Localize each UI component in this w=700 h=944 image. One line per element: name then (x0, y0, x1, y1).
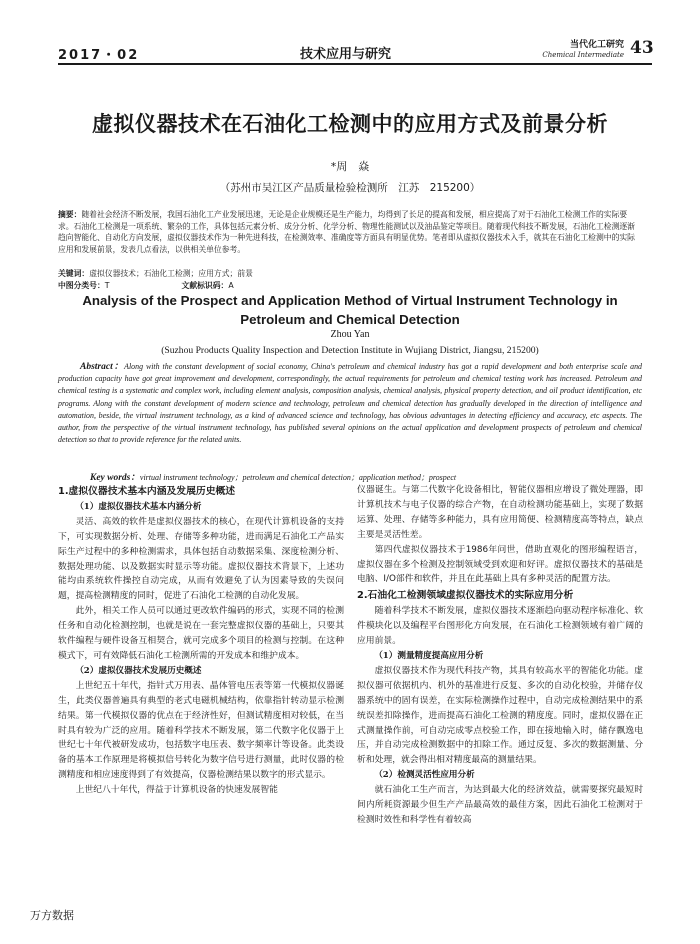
author-cn: *周 焱 (330, 160, 370, 173)
keywords-cn (58, 268, 642, 280)
clc-value: T (104, 281, 110, 290)
journal-brand (538, 40, 624, 60)
doc-code-value: A (228, 281, 234, 290)
paragraph: 上世纪五十年代，指针式万用表、晶体管电压表等第一代模拟仪器诞生，此类仪器普遍具有典型的老式电磁机械结构，依靠指针转动显示检测结果。第一代模拟仪器的优点在于经济性好，但测试精度相对较低，在当时具有较为广泛的应用。随着科学技术不断发展，第二代数字化仪器于上世纪七十年代被研发成功，包括数字电压表、数字频率计等设备。此类设备的基本工作原理是将模拟信号转化为数字信号进行测量，此时仪器的检测精度和相应速度得到了有效提高，仪器检测结果以数字的形式显示。 (58, 680, 344, 781)
section-title: 技术应用与研究 (300, 47, 392, 62)
affiliation-en: (Suzhou Products Quality Inspection and Detection Institute in Wujiang District, Jiangsu, 215200) (161, 345, 539, 356)
keywords-en-text: virtual instrument technology；petroleum and chemical detection；application method；prospect (139, 473, 457, 482)
article-title-en: Analysis of the Prospect and Application Method of Virtual Instrument Technology in Petroleum and Chemical Detection (82, 293, 618, 327)
journal-name-en: Chemical Intermediate (542, 51, 624, 59)
affiliation-cn: （苏州市吴江区产品质量检验检测所 江苏 215200） (219, 182, 481, 194)
body-column-left (58, 483, 344, 798)
keywords-cn-label: 关键词： (58, 269, 90, 278)
page-number: 43 (630, 38, 654, 58)
article-meta (58, 268, 642, 292)
paragraph: 就石油化工生产而言，为达到最大化的经济效益，就需要探究最短时间内所耗资源最少但生产产品最高效的最佳方案，因此石油化工检测对于检测时效性和科学性有着较高 (357, 785, 643, 825)
paragraph: 第四代虚拟仪器技术于1986年问世，借助直观化的图形编程语言，虚拟仪器在多个检测及控制领域受到欢迎和好评。虚拟仪器技术的基础是电脑、I/O部件和软件，并且在此基础上具有多种灵活的配置方法。 (357, 544, 643, 585)
doc-code-label: 文献标识码： (181, 281, 229, 290)
keywords-en (90, 469, 642, 483)
footer-watermark: 万方数据 (30, 909, 74, 922)
paragraph: 虚拟仪器技术作为现代科技产物，其具有较高水平的智能化功能。虚拟仪器可依据机内、机外的基准进行反复、多次的自动化校验，并储存仪器系统中的固有误差，在实际检测操作过程中，自动完成检测结果中的系统误差扣除操作，进而提高石油化工检测的精度度。同时，虚拟仪器在正式测量操作前，可自动完成零点校验工作，即在接地输入时，储存飘逸电压，并自动完成检测数据中的扣除工作。通过反复、多次的数据测量、分析和处理，就会得出相对精度最高的测量结果。 (357, 665, 643, 766)
issue-label: 2017・02 (58, 48, 140, 63)
subsection-heading-1-2: （2）虚拟仪器技术发展历史概述 (75, 665, 202, 676)
author-en: Zhou Yan (330, 329, 370, 340)
journal-name-cn: 当代化工研究 (569, 40, 624, 50)
clc-label: 中图分类号： (58, 281, 105, 290)
section-heading-1: 1.虚拟仪器技术基本内涵及发展历史概述 (58, 486, 236, 497)
header-divider (58, 63, 652, 65)
keywords-en-label: Key words： (90, 473, 140, 483)
body-column-right (357, 483, 643, 828)
paragraph: 仪器诞生。与第二代数字化设备相比，智能仪器相应增设了微处理器，即计算机技术与电子仪器的综合产物，在自动检测功能基础上，实现了数据运算、处理、存储等多种能力，具有应用简便、检测精度高等特点，缺点主要是灵活性差。 (357, 485, 643, 540)
abstract-en-label: Abstract： (80, 362, 125, 372)
abstract-cn-label: 摘要： (58, 210, 82, 219)
subsection-heading-1-1: （1）虚拟仪器技术基本内涵分析 (75, 501, 202, 512)
subsection-heading-2-1: （1）测量精度提高应用分析 (374, 650, 484, 661)
paragraph: 此外，相关工作人员可以通过更改软件编码的形式，实现不同的检测任务和自动化检测控制，也就是说在一套完整虚拟仪器的基础上，只要其软件编程与硬件设备互相契合，就可完成多个项目的检测与控制。在这种模式下，可有效降低石油化工检测所需的开发成本和维护成本。 (58, 606, 344, 661)
keywords-cn-text: 虚拟仪器技术；石油化工检测；应用方式；前景 (89, 269, 253, 278)
abstract-en-text: Along with the constant development of social economy, China's petroleum and chemical industry has got a rapid development and both enterprise scale and production capacity have got great improvement and development, correspondingly, the actual requirements for petroleum and chemical testing work has increased. Petroleum and chemical testing is a systematic and complex work, including element analysis, composition analysis, chemical analysis, physical property detection, and oil product identification, etc programs. Along with the constant development of modern science and technology, petroleum and chemical detection has gradually developed in the direction of intelligence and automation, beside, the virtual instrument technology, as a kind of advanced science and technology, has obvious advantages in detecting efficiency and accuracy, etc aspects. The author, from the perspective of the virtual instrument technology, has published several opinions on the actual application and development prospects of petroleum and chemical detection so that to provide reference for the related units. (58, 362, 642, 445)
abstract-cn-text: 随着社会经济不断发展，我国石油化工产业发展迅速，无论是企业规模还是生产能力，均得到了长足的提高和发展，相应提高了对于石油化工检测工作的实际要求。石油化工检测是一项系统、繁杂的工作，具体包括元素分析、成分分析、化学分析、物理性能测试以及油品鉴定等项目。随着现代科技不断发展，石油化工检测逐渐趋向智能化、自动化方向发展，虚拟仪器技术作为一种先进科技，在检测效率、准确度等方面具有明显优势。笔者即从虚拟仪器技术入手，就其在石油化工检测中的实际应用和发展前景，发表几点看法，以供相关单位参考。 (58, 210, 635, 254)
subsection-heading-2-2: （2）检测灵活性应用分析 (374, 770, 475, 781)
paragraph: 灵活、高效的软件是虚拟仪器技术的核心，在现代计算机设备的支持下，可实现数据分析、处理、存储等多种功能，进而满足石油化工产品实际生产过程中的多种检测需求，具体包括自动数据采集、深度检测分析、数据处理功能、以及数据实时显示等功能。虚拟仪器技术背景下，上述功能均由系统软件操控自动完成，从而有效避免了认为因素导致的失误问题，提高检测精度的同时，促进了石油化工检测的自动化发展。 (58, 516, 344, 602)
abstract-en (58, 361, 642, 446)
section-heading-2: 2.石油化工检测领域虚拟仪器技术的实际应用分析 (357, 590, 574, 602)
abstract-cn (58, 209, 642, 255)
paragraph: 随着科学技术不断发展，虚拟仪器技术逐渐趋向驱动程序标准化、软件模块化以及编程平台图形化方向发展，在石油化工检测领域有着广阔的应用前景。 (357, 606, 643, 647)
article-title-cn: 虚拟仪器技术在石油化工检测中的应用方式及前景分析 (92, 112, 608, 136)
paragraph: 上世纪八十年代，得益于计算机设备的快速发展智能 (75, 785, 278, 796)
